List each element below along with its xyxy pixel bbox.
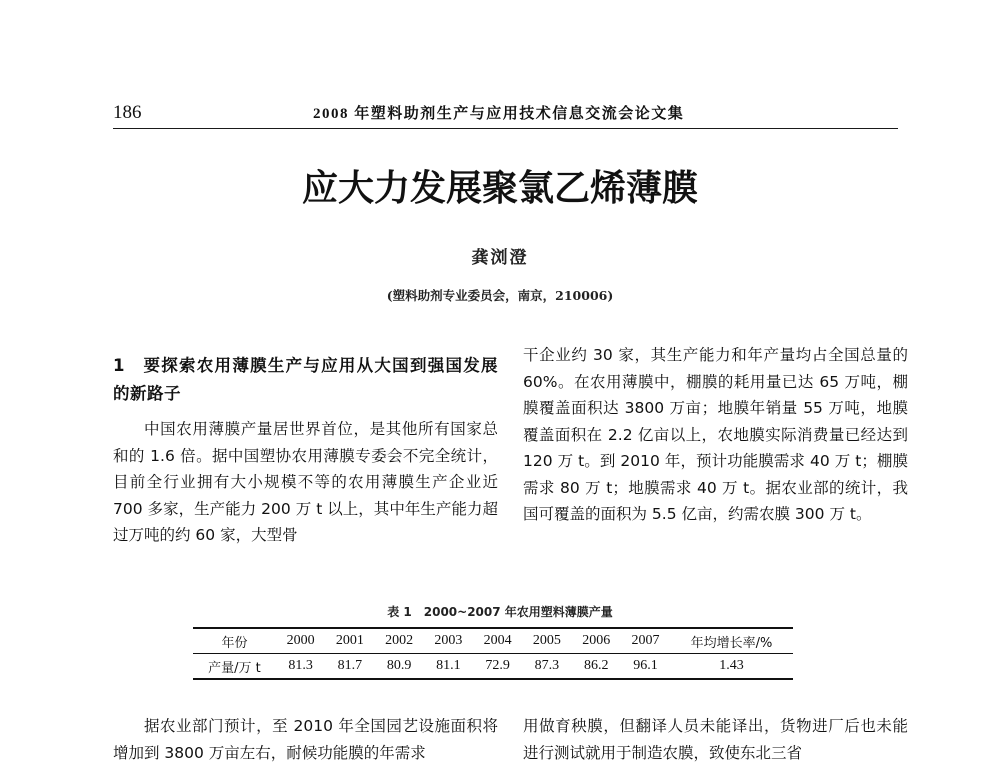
table-cell: 96.1 [633,658,658,673]
table-header-cell: 2003 [424,628,473,654]
section-heading: 1 要探索农用薄膜生产与应用从大国到强国发展的新路子 [113,356,498,403]
article-title: 应大力发展聚氯乙烯薄膜 [301,167,698,209]
table-row [193,654,793,680]
left-column [113,352,498,549]
page-number: 186 [113,102,142,123]
table-header-cell: 2002 [375,628,424,654]
table-cell: 81.1 [436,658,461,673]
table-cell: 80.9 [386,658,412,673]
body-paragraph: 干企业约 30 家，其生产能力和年产量均占全国总量的 60%。在农用薄膜中，棚膜的耗用量已达 65 万吨，棚膜覆盖面积达 3800 万亩；地膜年销量 55 万吨，地膜覆盖面积在 2.2 亿亩以上，农地膜实际消费量已经达到 120 万 t。到 2010 年，预计功能膜需求 40 万 t；棚膜需求 80 万 t；地膜需求 40 万 t。据农业部的统计，我国可覆盖的面积为 5.5 亿亩，约需农膜 300 万 t。 [523,346,908,523]
table-cell: 产量/万 t [208,660,261,676]
table-header-row [193,628,793,654]
table-header-cell: 年均增长率/% [670,628,793,654]
body-paragraph: 据农业部门预计，至 2010 年全国园艺设施面积将增加到 3800 万亩左右，耐候功能膜的年需求 [113,717,498,762]
table-cell: 86.2 [583,658,609,673]
table-caption: 表 1 2000~2007 年农用塑料薄膜产量 [387,605,613,619]
table-header-cell: 2004 [473,628,522,654]
table-cell: 72.9 [485,658,510,673]
journal-title: 2008 年塑料助剂生产与应用技术信息交流会论文集 [313,106,685,122]
table-header-cell: 2007 [621,628,670,654]
bottom-left-column [113,713,498,766]
article-author: 龚浏澄 [471,248,529,268]
table-header-cell: 2005 [522,628,571,654]
table-header-cell: 2000 [276,628,325,654]
right-column [523,342,908,528]
article-affiliation: (塑料助剂专业委员会，南京，210006) [386,288,614,303]
body-paragraph: 中国农用薄膜产量居世界首位，是其他所有国家总和的 1.6 倍。据中国塑协农用薄膜专委会不完全统计，目前全行业拥有大小规模不等的农用薄膜生产企业近 700 多家，生产能力 200 万 t 以上，其中年生产能力超过万吨的约 60 家，大型骨 [113,420,498,544]
running-header [113,100,898,129]
table-cell: 81.7 [337,658,363,673]
table-header-cell: 年份 [193,628,276,654]
table-header-cell: 2001 [325,628,374,654]
table-cell: 87.3 [534,658,560,673]
table-header-cell: 2006 [572,628,621,654]
body-paragraph: 用做育秧膜，但翻译人员未能译出，货物进厂后也未能进行测试就用于制造农膜，致使东北三省 [523,717,908,762]
production-table [193,627,793,680]
bottom-right-column [523,713,908,766]
table-cell: 81.3 [288,658,313,673]
table-cell: 1.43 [719,658,744,673]
